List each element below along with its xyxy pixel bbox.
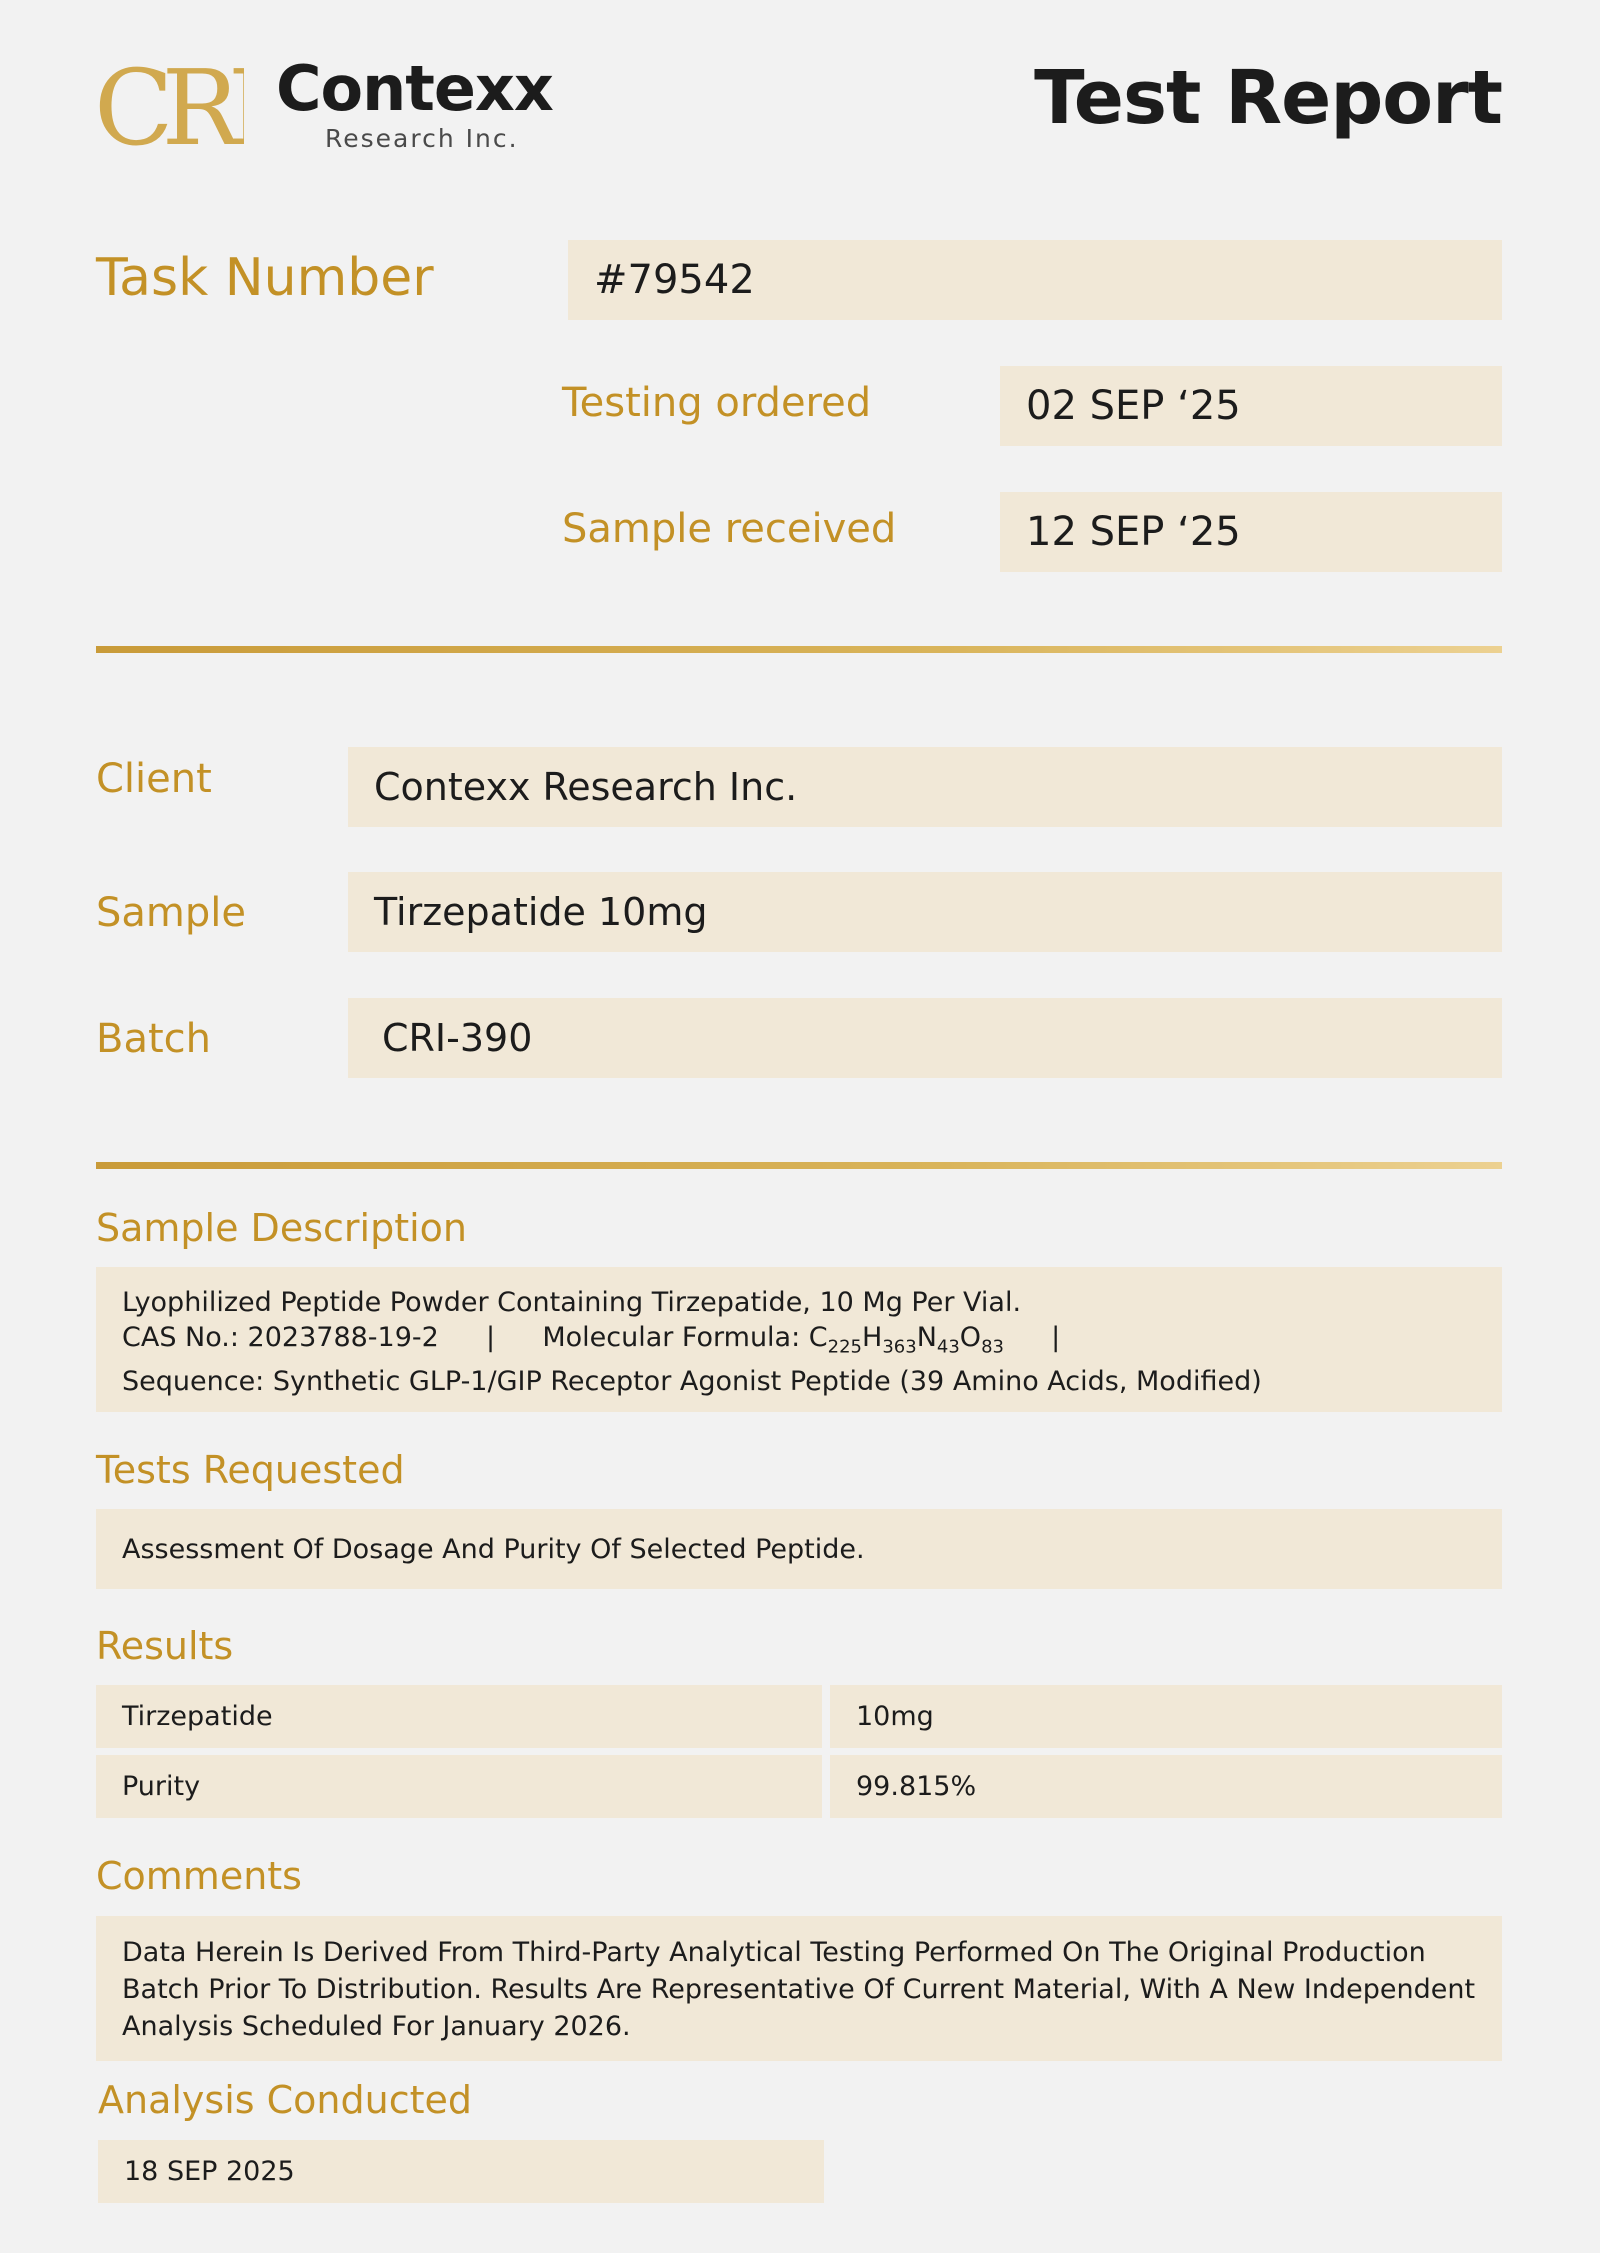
client-value: Contexx Research Inc. xyxy=(374,765,798,809)
testing-ordered-value: 02 SEP ‘25 xyxy=(1026,383,1241,429)
divider-bottom xyxy=(96,1162,1502,1169)
sample-received-field xyxy=(1000,492,1502,572)
results-row-1-value-cell xyxy=(830,1685,1502,1748)
comments-box xyxy=(96,1916,1502,2061)
tests-requested-box xyxy=(96,1509,1502,1589)
formula-label: Molecular Formula: xyxy=(542,1322,801,1353)
logo-mark-text: CRI xyxy=(94,52,244,152)
sample-label: Sample xyxy=(96,890,246,936)
results-row-2-value-cell xyxy=(830,1755,1502,1818)
separator-1: | xyxy=(486,1322,496,1353)
batch-value: CRI-390 xyxy=(382,1016,533,1060)
divider-top xyxy=(96,646,1502,653)
tests-requested-heading: Tests Requested xyxy=(96,1448,405,1492)
sample-received-label: Sample received xyxy=(562,506,897,552)
comments-heading: Comments xyxy=(96,1854,302,1898)
separator-2: | xyxy=(1051,1322,1061,1353)
results-row-1-name-cell xyxy=(96,1685,822,1748)
comments-line-1: Data Herein Is Derived From Third-Party Analytical Testing Performed On The Original Production xyxy=(122,1937,1426,1968)
analysis-date-value: 18 SEP 2025 xyxy=(124,2156,295,2187)
sample-received-value: 12 SEP ‘25 xyxy=(1026,509,1241,555)
result-value: 99.815% xyxy=(856,1771,977,1802)
task-number-field xyxy=(568,240,1502,320)
results-heading: Results xyxy=(96,1624,234,1668)
client-label: Client xyxy=(96,756,212,802)
results-row-2-name-cell xyxy=(96,1755,822,1818)
company-logo xyxy=(94,52,244,152)
comments-line-2: Batch Prior To Distribution. Results Are Representative Of Current Material, With A New Independent xyxy=(122,1974,1476,2005)
batch-field xyxy=(348,998,1502,1078)
description-line-1: Lyophilized Peptide Powder Containing Tirzepatide, 10 Mg Per Vial. xyxy=(122,1287,1022,1318)
analysis-date-field xyxy=(98,2140,824,2203)
batch-label: Batch xyxy=(96,1016,211,1062)
sample-description-box xyxy=(96,1267,1502,1412)
result-value: 10mg xyxy=(856,1701,934,1732)
brand-subtitle: Research Inc. xyxy=(325,124,519,153)
molecular-formula: $C_{225}H_{363}N_{43}O_{83}$ xyxy=(808,1322,1004,1358)
task-number-label: Task Number xyxy=(96,248,434,308)
testing-ordered-field xyxy=(1000,366,1502,446)
client-field xyxy=(348,747,1502,827)
description-line-2 xyxy=(122,1320,1476,1364)
sample-field xyxy=(348,872,1502,952)
brand-name: Contexx xyxy=(276,52,553,125)
result-name: Purity xyxy=(122,1771,201,1802)
task-number-value: #79542 xyxy=(594,257,755,303)
page-title: Test Report xyxy=(1034,55,1502,141)
tests-requested-text: Assessment Of Dosage And Purity Of Selected Peptide. xyxy=(122,1533,865,1565)
sample-description-heading: Sample Description xyxy=(96,1206,467,1250)
sample-value: Tirzepatide 10mg xyxy=(374,890,708,934)
comments-line-3: Analysis Scheduled For January 2026. xyxy=(122,2011,631,2042)
testing-ordered-label: Testing ordered xyxy=(562,380,872,426)
cas-number: CAS No.: 2023788-19-2 xyxy=(122,1322,439,1353)
analysis-conducted-heading: Analysis Conducted xyxy=(98,2078,473,2122)
description-line-3: Sequence: Synthetic GLP-1/GIP Receptor Agonist Peptide (39 Amino Acids, Modified) xyxy=(122,1366,1262,1398)
result-name: Tirzepatide xyxy=(122,1701,273,1732)
